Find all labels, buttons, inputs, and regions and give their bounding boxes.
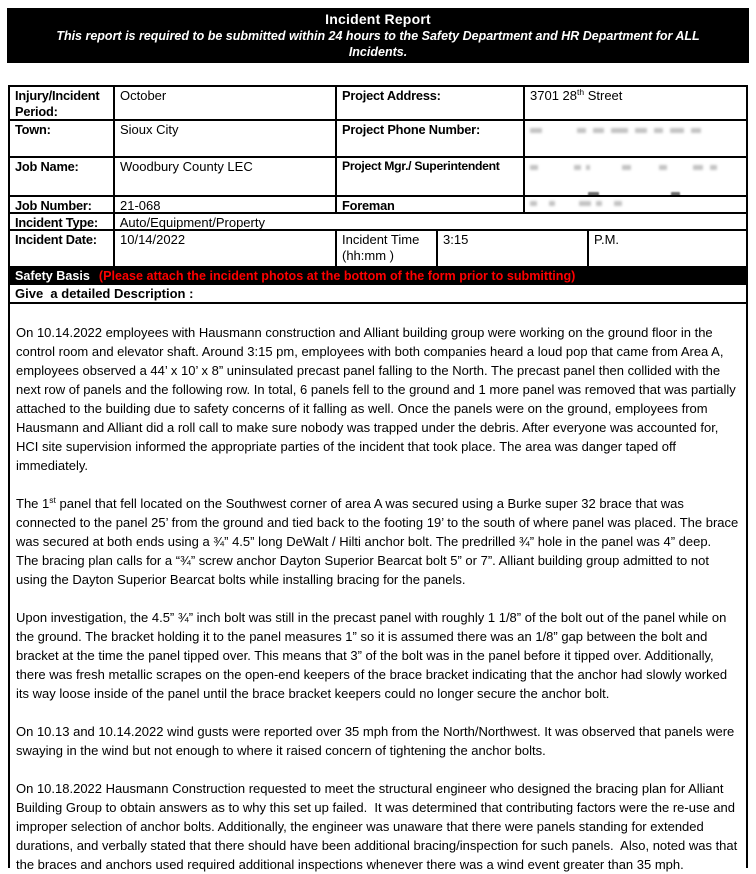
incident-time-label: [337, 231, 438, 266]
foreman-value[interactable]: [525, 197, 746, 212]
description-paragraph: On 10.14.2022 employees with Hausmann construction and Alliant building group were working on the ground floor in the control room and elevator shaft. Around 3:15 pm, employees with both companies heard a loud pop that came from Area A, employees observed a 44’ x 10’ x 8” uninsulated precast panel falling to the North. The precast panel then collided with the next row of panels and the following row. In total, 6 panels fell to the ground and 1 more panel was removed that was partially attached to the building due to safety concerns of it falling as well. Once the panels were on the ground, employees from Hausmann and Alliant did a roll call to make sure nobody was trapped under the debris. After everyone was accounted for, HCI site supervision informed the appropriate parties of the incident that took place. The area was danger taped off immediately.: [16, 325, 740, 473]
job-number-value[interactable]: 21-068: [115, 197, 337, 212]
description-text: The 1: [16, 496, 50, 511]
project-mgr-label: Project Mgr./ Superintendent: [337, 158, 525, 195]
project-address-label: Project Address:: [337, 87, 525, 119]
table-row: [10, 158, 746, 197]
report-banner: [7, 8, 749, 63]
redacted-mgr-text: [530, 165, 741, 170]
incident-time-label-line2: (hh:mm ): [342, 247, 394, 263]
description-text: panel that fell located on the Southwest corner of area A was secured using a Burke super 32 brace that was connected to the panel 25’ from the ground and tied back to the footing 19’ to the south of where panel was placed. The brace was secured at both ends using a ¾” 4.5” long DeWalt / Hilti anchor bolt. The predrilled ¾” hole in the panel was 4” deep. The bracing plan calls for a “¾” screw anchor Dayton Superior Bearcat bolt 5” or 7”. Alliant building group admitted to not using the Dayton Superior Bearcat bolts while installing bracing for the panels.: [16, 496, 742, 587]
address-ordinal-sup: th: [577, 87, 585, 97]
safety-basis-bar: [10, 268, 746, 285]
description-paragraph: [16, 494, 742, 589]
address-text: 3701 28: [530, 88, 577, 103]
injury-period-label: Injury/Incident Period:: [10, 87, 115, 119]
table-row: [10, 214, 746, 231]
table-row: [10, 197, 746, 214]
report-title: Incident Report: [325, 11, 431, 27]
redacted-phone-text: [530, 128, 741, 133]
table-row: [10, 121, 746, 158]
incident-type-label: Incident Type:: [10, 214, 115, 229]
incident-time-value[interactable]: 3:15: [438, 231, 589, 266]
report-subtitle: This report is required to be submitted within 24 hours to the Safety Department and HR Department for ALL Incidents.: [56, 29, 700, 59]
description-heading: Give a detailed Description :: [15, 286, 194, 301]
description-paragraph: On 10.13 and 10.14.2022 wind gusts were reported over 35 mph from the North/Northwest. It was observed that panels were swaying in the wind but not enough to where it raised concern of tightening the anchor bolts.: [16, 724, 738, 758]
incident-meridiem-value[interactable]: P.M.: [594, 232, 620, 247]
description-body[interactable]: [10, 304, 746, 872]
incident-date-label: Incident Date:: [10, 231, 115, 266]
table-row: [10, 87, 746, 121]
job-name-label: Job Name:: [10, 158, 115, 195]
table-row: [10, 231, 746, 268]
incident-form-table: [8, 85, 748, 872]
incident-time-label-line1: Incident Time: [342, 232, 420, 247]
safety-basis-label: Safety Basis: [15, 268, 90, 283]
project-phone-value[interactable]: [525, 121, 746, 156]
address-text-suffix: Street: [584, 88, 623, 103]
incident-date-value[interactable]: 10/14/2022: [115, 231, 337, 266]
safety-basis-note: (Please attach the incident photos at the bottom of the form prior to submitting): [98, 268, 576, 283]
town-value[interactable]: Sioux City: [115, 121, 337, 156]
project-mgr-value[interactable]: [525, 158, 746, 195]
foreman-label: Foreman: [337, 197, 525, 212]
project-address-value[interactable]: [525, 87, 746, 119]
job-name-value[interactable]: Woodbury County LEC: [115, 158, 337, 195]
job-number-label: Job Number:: [10, 197, 115, 212]
description-paragraph: Upon investigation, the 4.5” ¾” inch bolt was still in the precast panel with roughly 1 1/8” of the bolt out of the panel while on the ground. The bracket holding it to the panel measures 1” so it is assumed there was an 1/8” gap between the bolt and bracket at the time the panel tipped over. This means that 3” of the bolt was in the panel before it tipped over. Additionally, there was fresh metallic scrapes on the open-end keepers of the brace bracket indicating that the anchor had slowly worked its way loose inside of the panel until the brace bracket keepers could no longer secure the anchor bolt.: [16, 610, 731, 701]
ordinal-sup: st: [49, 495, 56, 505]
redacted-foreman-text: [530, 201, 741, 206]
incident-type-value[interactable]: Auto/Equipment/Property: [119, 215, 265, 229]
injury-period-value[interactable]: October: [115, 87, 337, 119]
town-label: Town:: [10, 121, 115, 156]
description-paragraph: On 10.18.2022 Hausmann Construction requested to meet the structural engineer who designed the bracing plan for Alliant Building Group to obtain answers as to why this set up failed. It was determined that contributing factors were the re-use and improper selection of anchor bolts. Additionally, the engineer was unaware that there were panels standing for extended durations, and verbally stated that there should have been additional bracing/inspection for such panels. Also, noted was that the braces and anchors used required additional inspections whenever there was a wind event greater than 35 mph.: [16, 781, 741, 872]
project-phone-label: Project Phone Number:: [337, 121, 525, 156]
description-heading-row: [10, 285, 746, 304]
redacted-mgr-marks: [525, 192, 746, 195]
